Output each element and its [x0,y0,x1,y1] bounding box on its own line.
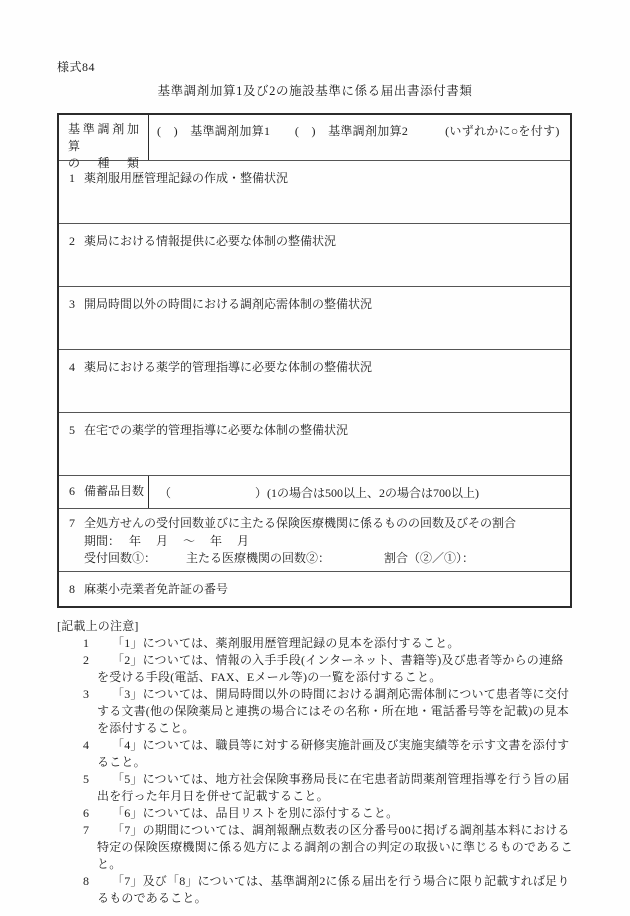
note-2-number: 2 [83,653,90,667]
table-row-7 [59,508,570,571]
note-item-4 [57,737,574,771]
note-8-text: 「7」及び「8」については、基準調剤2に係る届出を行う場合に限り記載すれば足りるものであること。 [97,874,570,905]
note-7-text: 「7」の期間については、調剤報酬点数表の区分番号00に掲げる調剤基本料における特定の保険医療機関に係る処方による調剤の割合の判定の取扱いに準じるものであること。 [97,823,573,871]
row-6-number: 6 [69,484,75,498]
note-1-number: 1 [83,636,90,650]
note-item-8 [57,873,574,907]
table-row-2 [59,223,570,286]
note-5-text: 「5」については、地方社会保険事務局長に在宅患者訪問薬剤管理指導を行う旨の届出を行った年月日を併せて記載すること。 [97,772,570,803]
note-item-7 [57,822,574,873]
table-row-5 [59,412,570,475]
note-6-number: 6 [83,806,90,820]
row-4-text: 薬局における薬学的管理指導に必要な体制の整備状況 [84,360,373,374]
document-title: 基準調剤加算1及び2の施設基準に係る届出書添付書類 [157,84,473,98]
table-row-4 [59,349,570,412]
header-label-line2: の 種 類 [68,156,139,170]
note-item-6 [57,805,574,822]
row-7-number: 7 [69,516,75,530]
row-8-text: 麻薬小売業者免許証の番号 [84,582,229,596]
row-2-text: 薬局における情報提供に必要な体制の整備状況 [84,234,337,248]
note-4-number: 4 [83,738,90,752]
row-5-text: 在宅での薬学的管理指導に必要な体制の整備状況 [84,423,349,437]
note-5-number: 5 [83,772,90,786]
main-form-table [57,113,572,608]
note-1-text: 「1」については、薬剤服用歴管理記録の見本を添付すること。 [112,636,460,650]
row-6-label: 備蓄品目数 [84,484,145,498]
stock-item-count-field: （ ）(1の場合は500以上、2の場合は700以上) [159,486,479,500]
row-8-number: 8 [69,582,75,596]
row-7-title: 全処方せんの受付回数並びに主たる保険医療機関に係るものの回数及びその割合 [84,516,517,530]
row-3-text: 開局時間以外の時間における調剤応需体制の整備状況 [84,297,373,311]
table-row-3 [59,286,570,349]
table-row-header [59,115,570,170]
note-item-5 [57,771,574,805]
header-label-cell [59,115,149,170]
note-3-text: 「3」については、開局時間以外の時間における調剤応需体制について患者等に交付する文書(他の保険薬局と連携の場合にはその名称・所在地・電話番号等を記載)の見本を添付すること。 [97,687,570,735]
note-7-number: 7 [83,823,90,837]
row-1-text: 薬剤服用歴管理記録の作成・整備状況 [84,171,289,185]
notes-heading: [記載上の注意] [57,619,139,633]
note-item-1 [57,635,574,652]
form-number: 様式84 [57,60,96,74]
row-2-number: 2 [69,234,75,248]
note-2-text: 「2」については、情報の入手手段(インターネット、書籍等)及び患者等からの連絡を受ける手段(電話、FAX、Eメール等)の一覧を添付すること。 [97,653,564,684]
note-item-3 [57,686,574,737]
note-8-number: 8 [83,874,90,888]
row-7-counts-line: 受付回数①： 主たる医療機関の回数②： 割合（②／①）： [84,551,475,565]
addition-type-options: ( ) 基準調剤加算1 ( ) 基準調剤加算2 (いずれかに○を付す) [157,124,560,138]
table-row-8 [59,571,570,606]
table-row-6 [59,475,570,508]
notes-section [57,618,574,907]
note-3-number: 3 [83,687,90,701]
row-1-number: 1 [69,171,75,185]
row-3-number: 3 [69,297,75,311]
note-item-2 [57,652,574,686]
table-row-1 [59,160,570,223]
row-4-number: 4 [69,360,75,374]
note-4-text: 「4」については、職員等に対する研修実施計画及び実施実績等を示す文書を添付すること。 [97,738,570,769]
row-5-number: 5 [69,423,75,437]
row-6-label-cell [59,476,149,508]
header-label-line1: 基準調剤加算 [68,122,139,153]
row-7-line1-wrap [69,515,560,533]
row-7-period-line: 期間： 年 月 ～ 年 月 [84,533,250,548]
note-6-text: 「6」については、品目リストを別に添付すること。 [112,806,399,820]
